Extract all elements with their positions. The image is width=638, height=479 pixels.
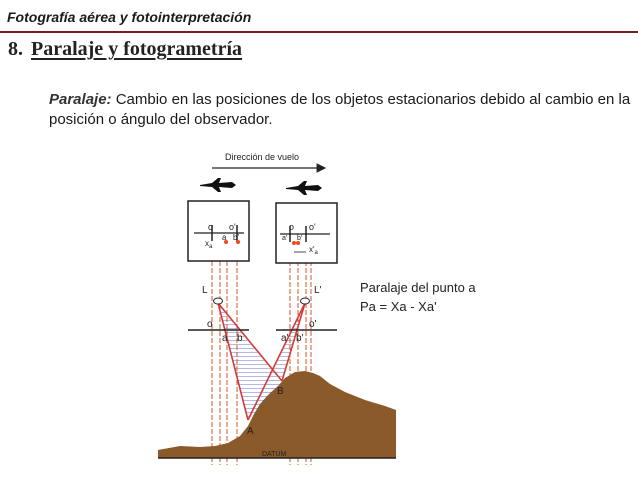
photo-right-a: a' (282, 235, 288, 242)
header-title: Fotografía aérea y fotointerpretación (7, 9, 252, 25)
photo-right-xa: $x'_a$ (309, 245, 318, 256)
lens-right-label: L' (314, 285, 322, 296)
photo-left-b: b' (233, 233, 239, 242)
lens-right-icon (301, 298, 310, 304)
ground-point-b: B (277, 386, 284, 397)
section-name: Paralaje y fotogrametría (31, 38, 243, 60)
image-plane-left-o: o (207, 319, 213, 330)
photo-left-xa: $x_a$ (205, 239, 213, 250)
photo-left (188, 201, 249, 261)
photo-left-a: a (222, 233, 227, 242)
ground-point-a: A (247, 426, 254, 437)
lens-left-icon (214, 298, 223, 304)
image-plane-right-a: a' (281, 333, 289, 344)
photo-right-o-prime: o' (309, 222, 316, 232)
image-plane-left-b: b (237, 333, 243, 344)
image-plane-right-b: b' (296, 333, 304, 344)
photo-left-o-prime: o' (229, 222, 236, 232)
airplane-right-icon (286, 181, 322, 195)
photo-right-b: b' (297, 235, 303, 242)
datum-label: DATUM (262, 451, 287, 458)
lens-left-label: L (202, 285, 208, 296)
parallax-formula: Pa = Xa - Xa' (360, 299, 437, 314)
image-plane-left-a: a (222, 333, 228, 344)
definition-text: Cambio en las posiciones de los objetos estacionarios debido al cambio en la posición o ángulo del observador. (49, 91, 631, 128)
flight-direction-label: Dirección de vuelo (225, 152, 300, 162)
section-number: 8. (8, 38, 23, 60)
photo-left-o: o (208, 222, 214, 232)
photo-right-o: o (289, 222, 295, 232)
image-plane-right-o: o' (309, 319, 317, 330)
airplane-left-icon (200, 178, 236, 192)
parallax-title: Paralaje del punto a (360, 280, 476, 295)
definition-term: Paralaje: (49, 91, 112, 108)
